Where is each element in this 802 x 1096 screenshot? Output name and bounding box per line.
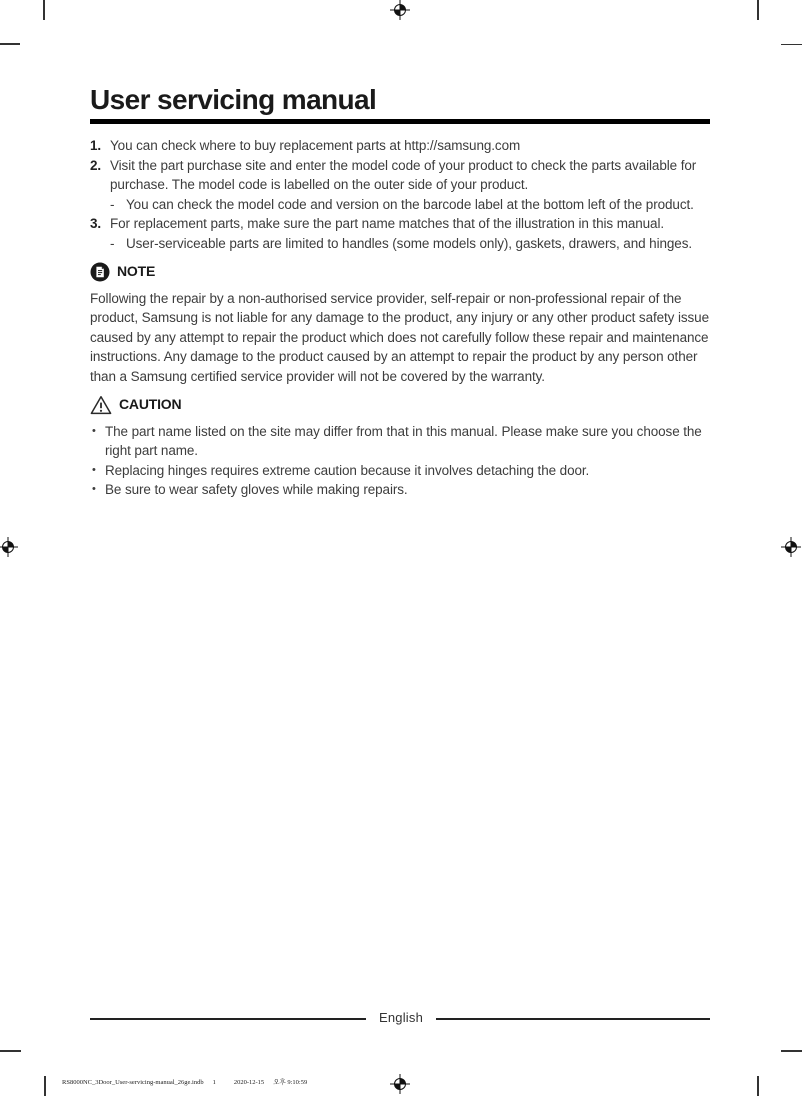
registration-mark-icon xyxy=(0,536,19,558)
bullet-marker xyxy=(92,461,105,481)
print-info xyxy=(62,1077,316,1086)
crop-mark xyxy=(757,1076,759,1096)
title-rule xyxy=(90,119,710,124)
print-time: 오후 9:10:59 xyxy=(273,1079,308,1086)
crop-mark xyxy=(0,1050,21,1052)
bullet-text: Replacing hinges requires extreme caution because it involves detaching the door. xyxy=(105,462,590,478)
caution-bullet xyxy=(92,480,714,500)
bullet-marker xyxy=(92,480,105,500)
item-number: 3. xyxy=(90,216,102,232)
crop-mark xyxy=(44,1076,46,1096)
caution-bullet xyxy=(92,422,714,461)
sub-item xyxy=(110,234,714,254)
print-filename: RS8000NC_3Door_User-servicing-manual_26ge.indb xyxy=(62,1079,204,1086)
note-heading xyxy=(90,261,714,283)
print-page-number: 1 xyxy=(212,1079,216,1086)
item-number: 2. xyxy=(90,157,102,173)
item-text: Visit the part purchase site and enter the model code of your product to check the parts available for purchase. The model code is labelled on the outer side of your product. xyxy=(110,157,697,193)
caution-label: CAUTION xyxy=(119,395,182,412)
body-content xyxy=(90,136,714,500)
item-text: You can check where to buy replacement parts at http://samsung.com xyxy=(110,138,521,153)
item-number: 1. xyxy=(90,138,102,153)
sub-item-text: You can check the model code and version on the barcode label at the bottom left of the product. xyxy=(126,196,694,212)
dash-marker xyxy=(110,195,123,215)
registration-mark-icon xyxy=(780,536,802,558)
crop-mark xyxy=(781,1050,802,1052)
item-text: For replacement parts, make sure the part name matches that of the illustration in this manual. xyxy=(110,216,665,232)
print-date: 2020-12-15 xyxy=(233,1079,265,1086)
note-icon xyxy=(90,262,110,282)
numbered-item xyxy=(90,214,714,234)
caution-heading xyxy=(90,394,714,416)
footer-language: English xyxy=(378,1010,424,1025)
note-label: NOTE xyxy=(117,262,156,279)
note-body: Following the repair by a non-authorised service provider, self-repair or non-professional repair of the product, Samsung is not liable for any damage to the product, any injury or any other product safety issue caused by any attempt to repair the product which does not carefully follow these repair and maintenance instructions. Any damage to the product caused by an attempt to repair the product by any person other than a Samsung certified service provider will not be covered by the warranty. xyxy=(90,290,710,384)
caution-bullet xyxy=(92,461,714,481)
crop-mark xyxy=(757,0,759,20)
crop-mark xyxy=(0,43,20,45)
registration-mark-icon xyxy=(389,1073,411,1095)
caution-warning-icon xyxy=(90,395,112,415)
registration-mark-icon xyxy=(389,0,411,21)
dash-marker xyxy=(110,234,123,254)
footer-rule-right xyxy=(436,1018,710,1020)
numbered-item xyxy=(90,156,714,195)
sub-item xyxy=(110,195,714,215)
sub-item-text: User-serviceable parts are limited to handles (some models only), gaskets, drawers, and hinges. xyxy=(126,235,693,251)
page-title: User servicing manual xyxy=(90,84,377,115)
bullet-text: The part name listed on the site may differ from that in this manual. Please make sure you choose the right part name. xyxy=(105,423,702,459)
bullet-marker xyxy=(92,422,105,461)
bullet-text: Be sure to wear safety gloves while making repairs. xyxy=(105,482,408,498)
crop-mark xyxy=(781,44,802,46)
numbered-item xyxy=(90,136,714,156)
crop-mark xyxy=(43,0,45,20)
